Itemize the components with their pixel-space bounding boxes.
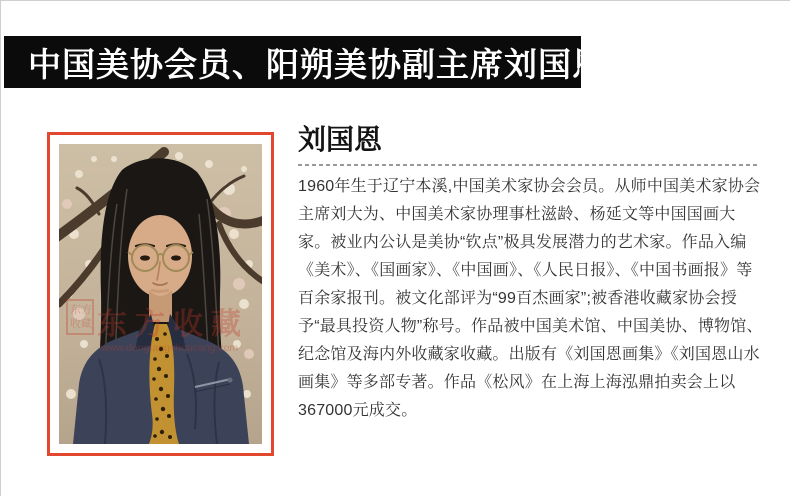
mustache-shadow <box>151 290 169 292</box>
watermark-seal-text-1: 东方 <box>70 304 92 316</box>
artist-bio: 1960年生于辽宁本溪,中国美术家协会会员。从师中国美术家协会主席刘大为、中国美术家协理事杜滋龄、杨延文等中国国画大家。被业内公认是美协“钦点”极具发展潜力的艺术家。作品入编《美术》、《国画家》、《中国画》、《人民日报》、《中国书画报》等百余家报刊。被文化部评为“99百杰画家”;被香港收藏家协会授予“最具投资人物”称号。作品被中国美术馆、中国美协、博物馆、纪念馆及海内外收藏家收藏。出版有《刘国恩画集》《刘国恩山水画集》等多部专著。作品《松风》在上海上海泓鼎拍卖会上以367000元成交。 <box>298 178 763 419</box>
artist-name-heading: 刘国恩 <box>298 124 383 155</box>
artist-profile <box>298 123 763 425</box>
portrait-photo <box>59 144 262 444</box>
watermark-title: 东方收藏 <box>97 308 249 341</box>
banner-text: 中国美协会员、阳朔美协副主席刘国恩 <box>28 47 606 84</box>
portrait-photo-frame <box>47 132 274 456</box>
title-banner <box>4 36 606 88</box>
dashed-divider <box>298 164 759 166</box>
watermark-url: www.dongfangshoucang.com <box>101 342 239 354</box>
watermark-seal-text-2: 收藏 <box>70 318 92 330</box>
